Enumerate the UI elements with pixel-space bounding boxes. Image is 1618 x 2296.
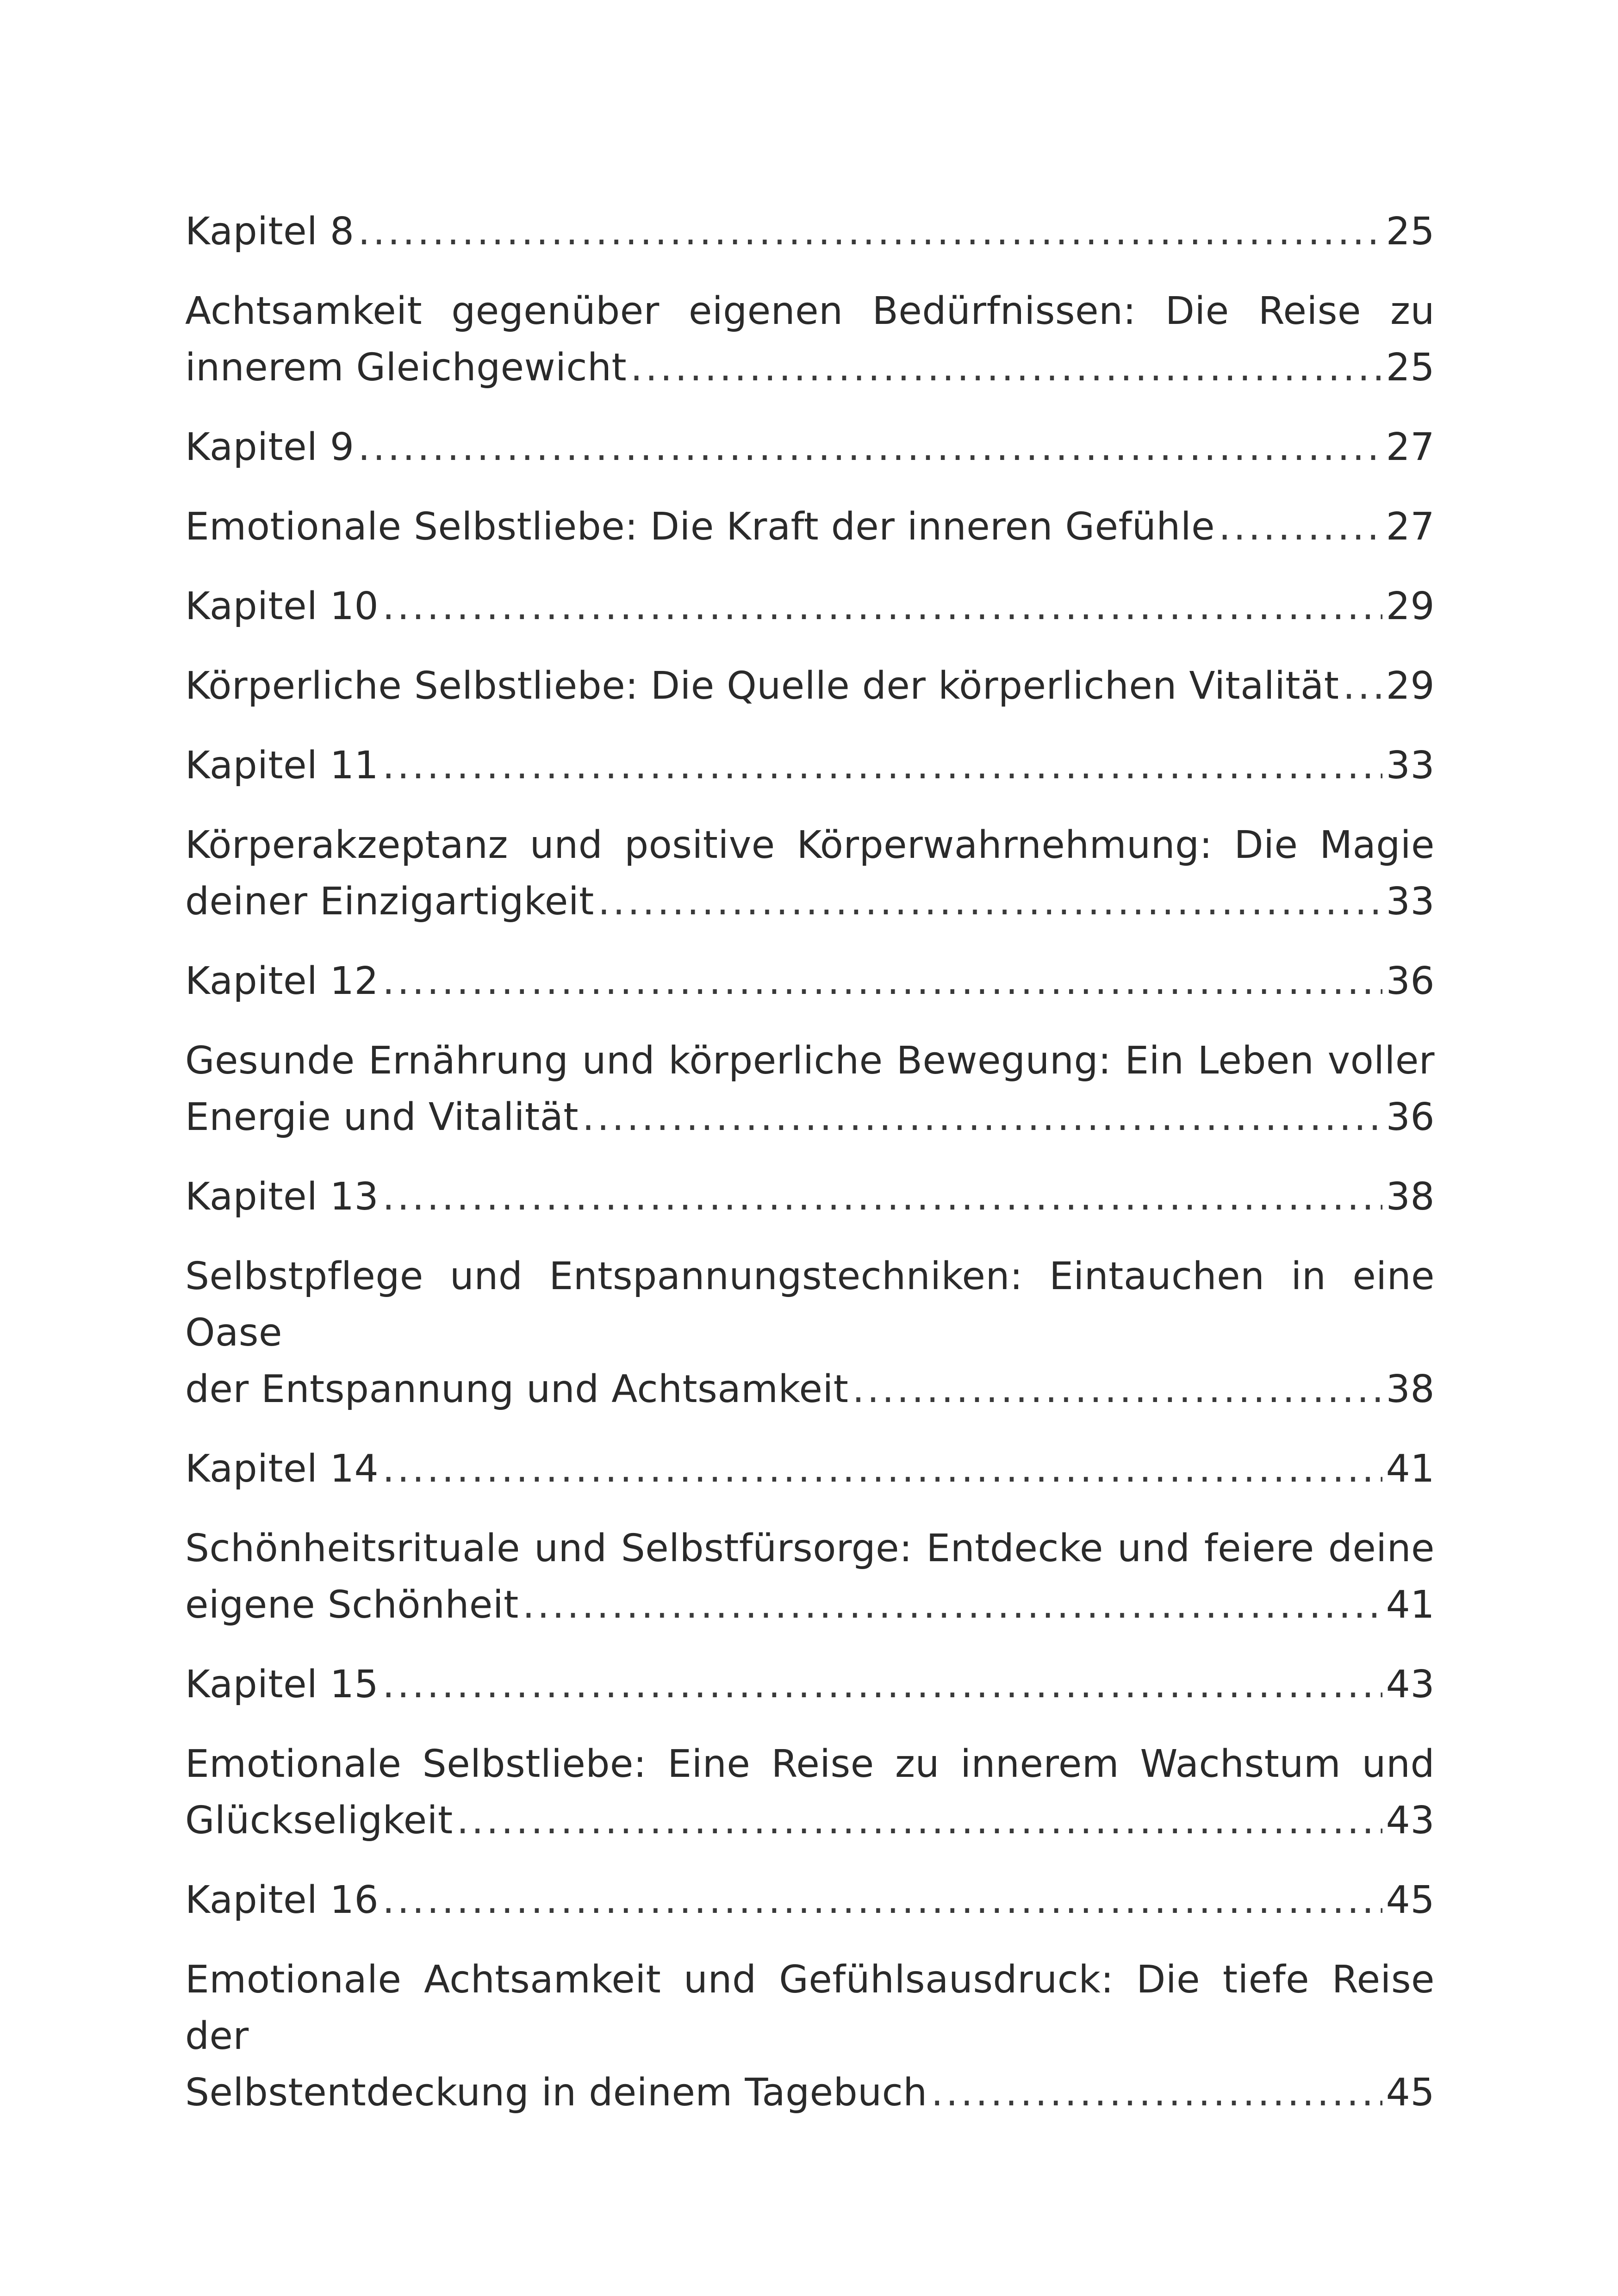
toc-entry-selbstpflege[interactable]	[185, 1248, 1435, 1418]
toc-leader-dots	[382, 1441, 1382, 1497]
toc-page-number: 29	[1386, 664, 1435, 708]
toc-entry-title: Kapitel 15	[185, 1663, 379, 1706]
toc-entry-title-line2: der Entspannung und Achtsamkeit	[185, 1367, 849, 1411]
toc-entry-koerperakzeptanz[interactable]	[185, 817, 1435, 930]
toc-entry-title-line1: Selbstpflege und Entspannungstechniken: Eintauchen in eine Oase	[185, 1254, 1435, 1355]
toc-leader-dots	[382, 578, 1382, 635]
toc-entry-title: Kapitel 11	[185, 744, 379, 788]
toc-entry-emotionale-selbstliebe-wachstum[interactable]	[185, 1736, 1435, 1849]
toc-entry-title-line2: Selbstentdeckung in deinem Tagebuch	[185, 2071, 927, 2115]
toc-page-number: 38	[1386, 1367, 1435, 1411]
toc-page-number: 43	[1386, 1799, 1435, 1843]
toc-entry-kapitel-11[interactable]	[185, 738, 1435, 794]
toc-leader-dots	[457, 1793, 1382, 1849]
toc-entry-title: Kapitel 13	[185, 1175, 379, 1219]
toc-page-number: 29	[1386, 584, 1435, 628]
toc-entry-title: Kapitel 9	[185, 425, 355, 469]
toc-entry-title: Kapitel 10	[185, 584, 379, 628]
toc-entry-title-line1: Achtsamkeit gegenüber eigenen Bedürfnissen: Die Reise zu	[185, 289, 1435, 333]
toc-entry-kapitel-16[interactable]	[185, 1872, 1435, 1929]
toc-page-number: 27	[1386, 425, 1435, 469]
toc-leader-dots	[358, 204, 1382, 260]
toc-entry-achtsamkeit-beduerfnisse[interactable]	[185, 283, 1435, 396]
toc-leader-dots	[382, 738, 1382, 794]
toc-page-number: 43	[1386, 1663, 1435, 1706]
toc-leader-dots	[1219, 499, 1382, 555]
toc-entry-title-line1: Gesunde Ernährung und körperliche Bewegung: Ein Leben voller	[185, 1039, 1435, 1083]
toc-leader-dots	[382, 1169, 1382, 1225]
toc-page-number: 27	[1386, 505, 1435, 549]
toc-entry-title-line1: Körperakzeptanz und positive Körperwahrnehmung: Die Magie	[185, 823, 1435, 867]
toc-leader-dots	[523, 1577, 1382, 1633]
toc-page-number: 41	[1386, 1447, 1435, 1491]
toc-entry-title: Kapitel 16	[185, 1878, 379, 1922]
toc-entry-gesunde-ernaehrung[interactable]	[185, 1033, 1435, 1146]
toc-leader-dots	[931, 2065, 1382, 2121]
toc-entry-schoenheitsrituale[interactable]	[185, 1520, 1435, 1633]
toc-entry-title: Körperliche Selbstliebe: Die Quelle der körperlichen Vitalität	[185, 664, 1339, 708]
toc-leader-dots	[852, 1361, 1382, 1418]
toc-leader-dots	[598, 874, 1382, 930]
toc-entry-kapitel-13[interactable]	[185, 1169, 1435, 1225]
toc-entry-title-line2: innerem Gleichgewicht	[185, 346, 627, 390]
toc-leader-dots	[358, 419, 1382, 476]
toc-entry-kapitel-8[interactable]	[185, 204, 1435, 260]
toc-entry-emotionale-selbstliebe-kraft[interactable]	[185, 499, 1435, 555]
toc-leader-dots	[630, 340, 1382, 396]
toc-entry-kapitel-14[interactable]	[185, 1441, 1435, 1497]
toc-page-number: 45	[1386, 2071, 1435, 2115]
toc-page-number: 25	[1386, 346, 1435, 390]
toc-entry-kapitel-15[interactable]	[185, 1657, 1435, 1713]
toc-page-number: 33	[1386, 880, 1435, 924]
toc-page-number: 41	[1386, 1583, 1435, 1627]
toc-entry-kapitel-12[interactable]	[185, 953, 1435, 1010]
toc-entry-kapitel-9[interactable]	[185, 419, 1435, 476]
toc-page-number: 38	[1386, 1175, 1435, 1219]
toc-leader-dots	[382, 1872, 1382, 1929]
toc-leader-dots	[1343, 658, 1382, 714]
toc-entry-emotionale-achtsamkeit[interactable]	[185, 1952, 1435, 2121]
toc-leader-dots	[582, 1089, 1382, 1146]
toc-page-number: 36	[1386, 1095, 1435, 1139]
toc-entry-title-line2: Glückseligkeit	[185, 1799, 453, 1843]
toc-page-number: 33	[1386, 744, 1435, 788]
toc-entry-title-line2: deiner Einzigartigkeit	[185, 880, 594, 924]
toc-page-number: 36	[1386, 959, 1435, 1003]
toc-entry-title: Emotionale Selbstliebe: Die Kraft der inneren Gefühle	[185, 505, 1215, 549]
toc-entry-title: Kapitel 12	[185, 959, 379, 1003]
toc-entry-title-line2: eigene Schönheit	[185, 1583, 519, 1627]
toc-entry-koerperliche-selbstliebe[interactable]	[185, 658, 1435, 714]
toc-entry-title-line1: Emotionale Selbstliebe: Eine Reise zu innerem Wachstum und	[185, 1742, 1435, 1786]
toc-entry-title: Kapitel 14	[185, 1447, 379, 1491]
toc-entry-title-line1: Emotionale Achtsamkeit und Gefühlsausdruck: Die tiefe Reise der	[185, 1958, 1435, 2058]
toc-leader-dots	[382, 953, 1382, 1010]
toc-entry-title: Kapitel 8	[185, 210, 355, 254]
toc-page-number: 45	[1386, 1878, 1435, 1922]
table-of-contents	[185, 204, 1435, 2121]
toc-entry-title-line2: Energie und Vitalität	[185, 1095, 579, 1139]
toc-page-number: 25	[1386, 210, 1435, 254]
toc-leader-dots	[382, 1657, 1382, 1713]
toc-entry-kapitel-10[interactable]	[185, 578, 1435, 635]
toc-entry-title-line1: Schönheitsrituale und Selbstfürsorge: Entdecke und feiere deine	[185, 1527, 1435, 1570]
